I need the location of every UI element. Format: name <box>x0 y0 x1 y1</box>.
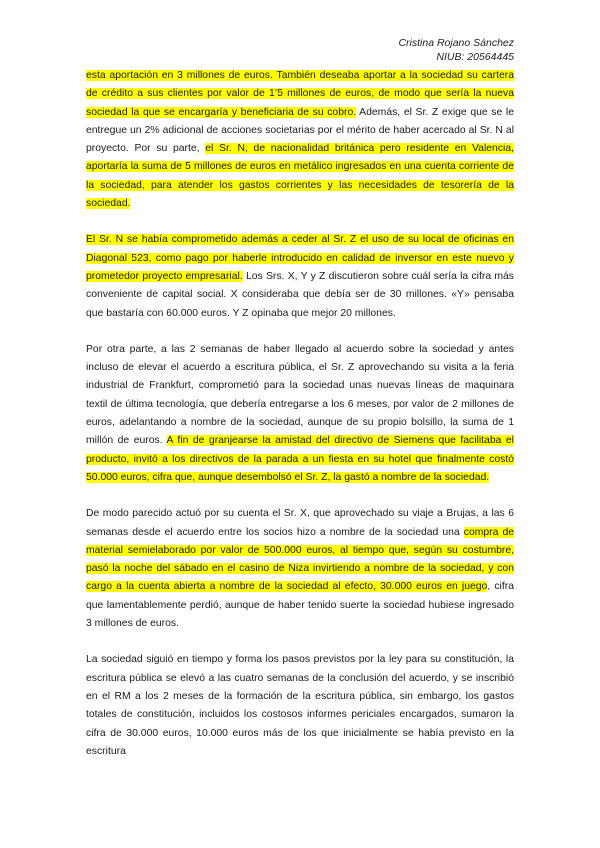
text-segment: Por otra parte, a las 2 semanas de haber llegado al acuerdo sobre la sociedad y antes incluso de elevar el acuerdo a escritura pública, el Sr. Z aprovechando su visita a la feria industrial de Frankfurt, comprometió para la sociedad unas nuevas líneas de maquinara textil de última tecnología, que debería entregarse a los 6 meses, por valor de 2 millones de euros, adelantando a nombre de la sociedad, aunque de su propio bolsillo, la suma de 1 millón de euros. <box>86 343 514 447</box>
text-segment: , cifra que lamentablemente perdió, aunque de haber tenido suerte la sociedad hubiese ingresado 3 millones de euros. <box>86 581 514 630</box>
highlighted-text: compra de material semielaborado por valor de 500.000 euros, al tiempo que, según su costumbre, pasó la noche del sábado en el casino de Niza invirtiendo a nombre de la sociedad, y con cargo a la cuenta abierta a nombre de la sociedad al efecto, 30.000 euros en juego <box>86 526 514 593</box>
page-header <box>398 36 514 64</box>
text-segment: Los Srs. X, Y y Z discutieron sobre cuál sería la cifra más conveniente de capital social. X consideraba que debía ser de 30 millones. «Y» pensaba que bastaría con 60.000 euros. Y Z opinaba que mejor 20 millones. <box>86 270 514 319</box>
text-segment: De modo parecido actuó por su cuenta el Sr. X, que aprovechado su viaje a Brujas, a las 6 semanas desde el acuerdo entre los socios hizo a nombre de la sociedad una <box>86 508 514 538</box>
highlighted-text: esta aportación en 3 millones de euros. También deseaba aportar a la sociedad su cartera de crédito a sus clientes por valor de 1’5 millones de euros, de modo que sería la nueva sociedad la que se encargaría y beneficiaria de su cobro. <box>86 70 514 118</box>
document-body <box>86 67 514 779</box>
paragraph <box>86 505 514 633</box>
highlighted-text: El Sr. N se había comprometido además a ceder al Sr. Z el uso de su local de oficinas en Diagonal 523, como pago por haberle introducido en calidad de inversor en este nuevo y prometedor proyecto empresarial. <box>86 234 514 282</box>
paragraph <box>86 651 514 761</box>
author-name: Cristina Rojano Sánchez <box>398 37 514 49</box>
paragraph <box>86 341 514 487</box>
highlighted-text: el Sr. N, de nacionalidad británica pero residente en Valencia, aportaría la suma de 5 millones de euros en metálico ingresados en una cuenta corriente de la sociedad, para atender los gastos corrientes y las necesidades de tesorería de la sociedad. <box>86 143 514 210</box>
highlighted-text: A fin de granjearse la amistad del directivo de Siemens que facilitaba el producto, invitó a los directivos de la parada a un fiesta en su hotel que finalmente costó 50.000 euros, cifra que, aunque desembolsó el Sr. Z, la gastó a nombre de la sociedad. <box>86 435 514 483</box>
student-id: NIUB: 20564445 <box>436 51 514 63</box>
paragraph <box>86 231 514 322</box>
text-segment: La sociedad siguió en tiempo y forma los pasos previstos por la ley para su constitución, la escritura pública se elevó a las cuatro semanas de la conclusión del acuerdo, y se inscribió en el RM a los 2 meses de la formación de la escritura pública, sin embargo, los gastos totales de constitución, incluidos los costosos informes periciales encargados, sumaron la cifra de 30.000 euros, 10.000 euros más de los que inicialmente se había previsto en la escritura <box>86 654 514 757</box>
paragraph <box>86 67 514 213</box>
text-segment: Además, el Sr. Z exige que se le entregue un 2% adicional de acciones societarias por el mérito de haber acercado al Sr. N al proyecto. Por su parte, <box>86 106 514 155</box>
